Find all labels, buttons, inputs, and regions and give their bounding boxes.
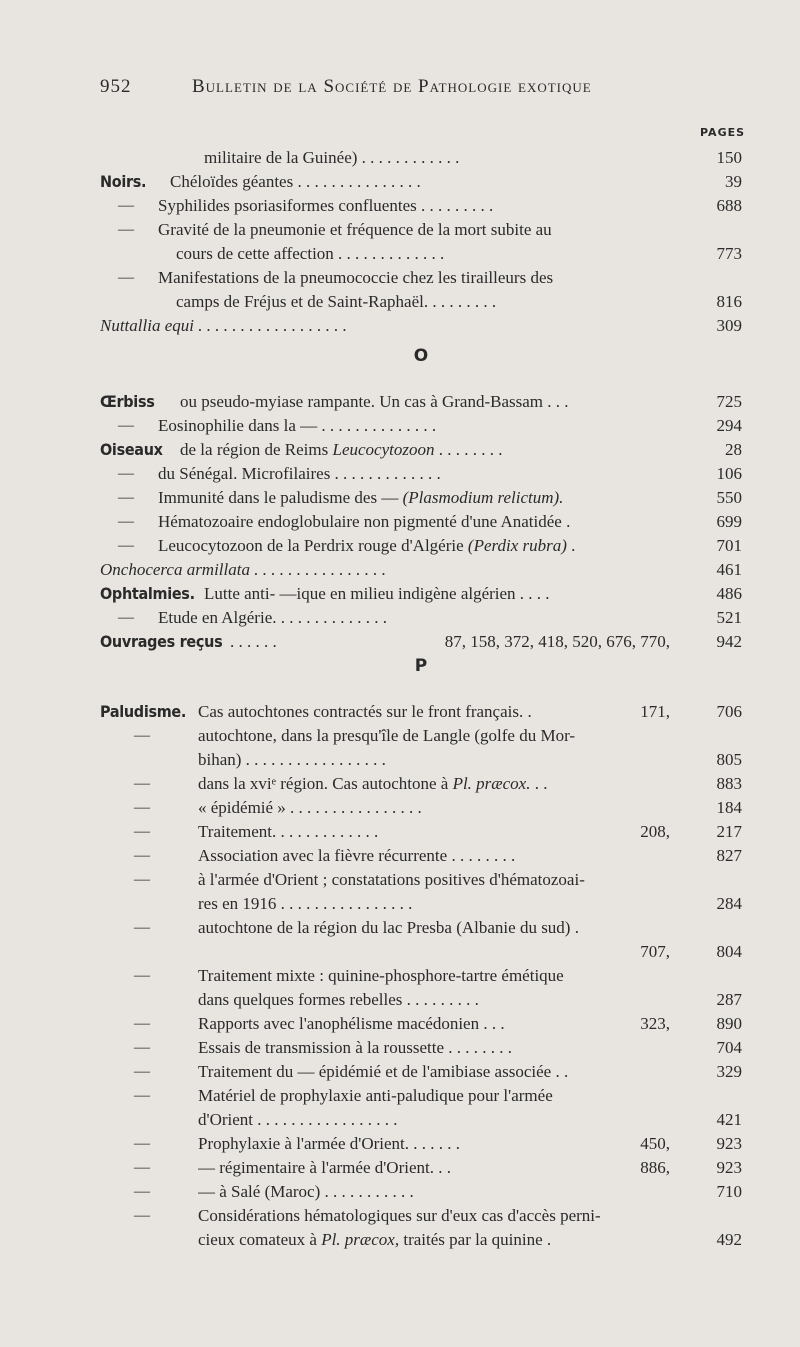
entry-text xyxy=(198,724,575,748)
index-entry xyxy=(100,218,742,242)
entry-page-number: 39 xyxy=(725,172,742,191)
section-letter-p: P xyxy=(414,656,428,676)
entry-page-number: 725 xyxy=(716,392,742,411)
entry-text xyxy=(158,414,436,438)
index-entry xyxy=(100,844,742,868)
entry-text-part: autochtone, dans la presqu'île de Langle (golfe du Mor- xyxy=(198,726,576,745)
ditto-dash: — xyxy=(134,1087,150,1104)
ditto-dash: — xyxy=(118,489,134,506)
index-entry xyxy=(100,748,742,772)
entry-text-part: Essais de transmission à la roussette . . . . . . . . xyxy=(198,1038,512,1057)
entry-text xyxy=(198,820,378,844)
index-entry xyxy=(100,1060,742,1084)
entry-page-number: 923 xyxy=(716,1158,742,1177)
entry-text xyxy=(198,964,564,988)
entry-page-number: 329 xyxy=(716,1062,742,1081)
running-title: Bulletin de la Société de Pathologie exotique xyxy=(192,76,592,97)
ditto-dash: — xyxy=(134,847,150,864)
ditto-dash: — xyxy=(118,609,134,626)
index-entry xyxy=(100,988,742,1012)
entry-page-ref: 208, xyxy=(640,822,670,841)
ditto-dash: — xyxy=(134,1039,150,1056)
entry-text xyxy=(158,462,441,486)
entry-text-part: Chéloïdes géantes . . . . . . . . . . . . . . . xyxy=(170,172,421,191)
entry-text xyxy=(180,390,569,414)
entry-text-part: res en 1916 . . . . . . . . . . . . . . . . xyxy=(198,894,413,913)
index-entry xyxy=(100,582,742,606)
entry-text xyxy=(198,772,547,796)
entry-page-number: 294 xyxy=(716,416,742,435)
entry-text-part: cours de cette affection . . . . . . . . . . . . . xyxy=(176,244,445,263)
entry-text-part: Syphilides psoriasiformes confluentes . . . . . . . . . xyxy=(158,196,494,215)
entry-text xyxy=(198,1012,505,1036)
entry-text xyxy=(198,868,585,892)
entry-text-part: Rapports avec l'anophélisme macédonien . . . xyxy=(198,1014,505,1033)
index-entry xyxy=(100,510,742,534)
entry-text-part: Traitement. . . . . . . . . . . . . xyxy=(198,822,379,841)
ditto-dash: — xyxy=(134,967,150,984)
entry-text-part: Traitement du — épidémié et de l'amibiase associée . . xyxy=(198,1062,569,1081)
entry-text-part: « épidémié » . . . . . . . . . . . . . . . . xyxy=(198,798,422,817)
entry-text-part: du Sénégal. Microfilaires . . . . . . . . . . . . . xyxy=(158,464,441,483)
entry-text-tail: . . . . . . . . xyxy=(434,440,503,459)
index-entry xyxy=(100,1180,742,1204)
entry-text xyxy=(158,510,570,534)
entry-text xyxy=(158,486,563,510)
entry-text xyxy=(198,1036,512,1060)
entry-page-number: 923 xyxy=(716,1134,742,1153)
section-letter-o: O xyxy=(413,346,429,366)
entry-text xyxy=(158,534,575,558)
entry-text-part: Cas autochtones contractés sur le front français. . xyxy=(198,702,532,721)
entry-page-number: 284 xyxy=(716,894,742,913)
index-entry xyxy=(100,146,742,170)
index-entry xyxy=(100,724,742,748)
entry-text-part: autochtone de la région du lac Presba (Albanie du sud) . xyxy=(198,918,579,937)
entry-italic-term: (Plasmodium relictum). xyxy=(402,488,564,507)
entry-text xyxy=(176,290,496,314)
index-entry xyxy=(100,700,742,724)
index-entry xyxy=(100,534,742,558)
entry-text-part: Manifestations de la pneumococcie chez les tirailleurs des xyxy=(158,268,554,287)
ditto-dash: — xyxy=(134,799,150,816)
index-entry xyxy=(100,438,742,462)
entry-text-part: cieux comateux à xyxy=(198,1230,317,1249)
entry-page-ref: 450, xyxy=(640,1134,670,1153)
ditto-dash: — xyxy=(118,197,134,214)
entry-text-part: dans la xviᵉ région. Cas autochtone à xyxy=(198,774,449,793)
entry-text xyxy=(198,796,422,820)
page-number: 952 xyxy=(100,76,132,97)
ditto-dash: — xyxy=(134,871,150,888)
entry-text xyxy=(204,146,459,170)
entry-page-number: 521 xyxy=(716,608,742,627)
index-entry xyxy=(100,558,742,582)
entry-page-number: 890 xyxy=(716,1014,742,1033)
entry-text-part: Prophylaxie à l'armée d'Orient. . . . . . . xyxy=(198,1134,460,1153)
index-entry xyxy=(100,892,742,916)
entry-text-part: Gravité de la pneumonie et fréquence de la mort subite au xyxy=(158,220,552,239)
entry-page-number: 701 xyxy=(716,536,742,555)
entry-page-ref: 323, xyxy=(640,1014,670,1033)
entry-page-number: 28 xyxy=(725,440,742,459)
entry-text xyxy=(198,1180,414,1204)
entry-text-part: à l'armée d'Orient ; constatations positives d'hématozoai- xyxy=(198,870,585,889)
entry-text xyxy=(100,314,347,338)
entry-page-number: 699 xyxy=(716,512,742,531)
entry-text xyxy=(198,988,479,1012)
entry-text-part: . . . . . . xyxy=(230,632,277,651)
index-entry xyxy=(100,940,742,964)
index-entry xyxy=(100,1132,742,1156)
entry-text-part: Considérations hématologiques sur d'eux cas d'accès perni- xyxy=(198,1206,601,1225)
entry-page-number: 217 xyxy=(716,822,742,841)
entry-text xyxy=(176,242,444,266)
entry-text-part: dans quelques formes rebelles . . . . . . . . . xyxy=(198,990,479,1009)
index-entry xyxy=(100,1156,742,1180)
entry-page-ref: 87, 158, 372, 418, 520, 676, 770, xyxy=(444,632,670,651)
index-entry xyxy=(100,266,742,290)
entry-text xyxy=(198,1204,601,1228)
index-entry xyxy=(100,1204,742,1228)
entry-text xyxy=(198,916,579,940)
entry-text-tail: traités par la quinine . xyxy=(399,1230,552,1249)
ditto-dash: — xyxy=(134,919,150,936)
entry-text xyxy=(180,438,502,462)
entry-text-part: Onchocerca armillata . . . . . . . . . . . . . . . . xyxy=(100,560,386,579)
entry-text xyxy=(198,1228,551,1252)
entry-headword: Paludisme. xyxy=(100,702,187,721)
index-entry xyxy=(100,414,742,438)
entry-page-number: 827 xyxy=(716,846,742,865)
entry-text-part: Association avec la fièvre récurrente . . . . . . . . xyxy=(198,846,516,865)
ditto-dash: — xyxy=(134,727,150,744)
entry-page-number: 486 xyxy=(716,584,742,603)
entry-page-ref: 886, xyxy=(640,1158,670,1177)
index-entry xyxy=(100,630,742,654)
entry-text xyxy=(158,218,552,242)
index-entry xyxy=(100,1012,742,1036)
entry-page-number: 421 xyxy=(716,1110,742,1129)
ditto-dash: — xyxy=(134,1135,150,1152)
entry-text xyxy=(198,1132,460,1156)
entry-text xyxy=(198,1060,568,1084)
index-entry xyxy=(100,606,742,630)
entry-page-ref: 171, xyxy=(640,702,670,721)
index-entry xyxy=(100,1084,742,1108)
index-entry xyxy=(100,820,742,844)
entry-page-number: 184 xyxy=(716,798,742,817)
ditto-dash: — xyxy=(134,1063,150,1080)
entry-page-number: 805 xyxy=(716,750,742,769)
index-entry xyxy=(100,964,742,988)
entry-headword: Ophtalmies. xyxy=(100,584,195,603)
entry-text-part: ou pseudo-myiase rampante. Un cas à Grand-Bassam . . . xyxy=(180,392,569,411)
index-entry xyxy=(100,194,742,218)
ditto-dash: — xyxy=(134,1015,150,1032)
entry-text-part: Etude en Algérie. . . . . . . . . . . . . . xyxy=(158,608,387,627)
entry-text-part: Traitement mixte : quinine-phosphore-tartre émétique xyxy=(198,966,564,985)
index-entry xyxy=(100,170,742,194)
entry-page-number: 550 xyxy=(716,488,742,507)
entry-text-part: Leucocytozoon de la Perdrix rouge d'Algérie xyxy=(158,536,464,555)
entry-page-number: 150 xyxy=(716,148,742,167)
entry-text-part: — régimentaire à l'armée d'Orient. . . xyxy=(198,1158,451,1177)
entry-page-number: 773 xyxy=(716,244,742,263)
entry-page-number: 804 xyxy=(716,942,742,961)
entry-text xyxy=(198,892,412,916)
index-entry xyxy=(100,462,742,486)
entry-text xyxy=(198,748,386,772)
entry-page-number: 710 xyxy=(716,1182,742,1201)
entry-text-part: Eosinophilie dans la — . . . . . . . . . . . . . . xyxy=(158,416,437,435)
index-entry xyxy=(100,486,742,510)
entry-text-part: bihan) . . . . . . . . . . . . . . . . . xyxy=(198,750,386,769)
entry-page-ref: 707, xyxy=(640,942,670,961)
entry-page-number: 942 xyxy=(716,632,742,651)
entry-text xyxy=(230,630,277,654)
index-entry xyxy=(100,1228,742,1252)
index-entry xyxy=(100,390,742,414)
entry-text-part: de la région de Reims xyxy=(180,440,329,459)
entry-text-part: Matériel de prophylaxie anti-paludique pour l'armée xyxy=(198,1086,553,1105)
entry-page-number: 309 xyxy=(716,316,742,335)
entry-page-number: 492 xyxy=(716,1230,742,1249)
index-entry xyxy=(100,242,742,266)
entry-text-tail: . . xyxy=(530,774,548,793)
index-entry xyxy=(100,916,742,940)
entry-text-part: camps de Fréjus et de Saint-Raphaël. . . . . . . . . xyxy=(176,292,497,311)
entry-text-part: Nuttallia equi . . . . . . . . . . . . . . . . . . xyxy=(100,316,347,335)
entry-page-number: 883 xyxy=(716,774,742,793)
ditto-dash: — xyxy=(118,513,134,530)
entry-text-part: Immunité dans le paludisme des — xyxy=(158,488,399,507)
ditto-dash: — xyxy=(118,221,134,238)
entry-text-part: — à Salé (Maroc) . . . . . . . . . . . xyxy=(198,1182,414,1201)
entry-page-number: 287 xyxy=(716,990,742,1009)
index-entry xyxy=(100,1036,742,1060)
entry-italic-term: Pl. præcox, xyxy=(321,1230,400,1249)
ditto-dash: — xyxy=(134,775,150,792)
index-entry xyxy=(100,1108,742,1132)
entry-text xyxy=(198,1108,398,1132)
entry-text xyxy=(100,558,386,582)
entry-italic-term: Leucocytozoon xyxy=(332,440,435,459)
entry-text xyxy=(204,582,550,606)
entry-headword: Oiseaux xyxy=(100,440,163,459)
index-entry xyxy=(100,796,742,820)
entry-headword: Noirs. xyxy=(100,172,147,191)
entry-page-number: 106 xyxy=(716,464,742,483)
index-entry xyxy=(100,868,742,892)
entry-text xyxy=(198,844,515,868)
entry-page-number: 461 xyxy=(716,560,742,579)
entry-italic-term: Pl. præcox. xyxy=(452,774,531,793)
ditto-dash: — xyxy=(134,1183,150,1200)
entry-text-part: Lutte anti- —ique en milieu indigène algérien . . . . xyxy=(204,584,550,603)
ditto-dash: — xyxy=(134,1207,150,1224)
entry-page-number: 816 xyxy=(716,292,742,311)
ditto-dash: — xyxy=(118,537,134,554)
entry-text xyxy=(198,1084,553,1108)
ditto-dash: — xyxy=(134,823,150,840)
entry-text-part: militaire de la Guinée) . . . . . . . . . . . . xyxy=(204,148,460,167)
entry-text-tail: . xyxy=(566,536,576,555)
ditto-dash: — xyxy=(134,1159,150,1176)
entry-text xyxy=(198,1156,451,1180)
pages-column-label: PAGES xyxy=(700,126,746,139)
entry-headword: Œrbiss xyxy=(100,392,155,411)
entry-page-number: 688 xyxy=(716,196,742,215)
entry-text xyxy=(170,170,421,194)
entry-text xyxy=(198,700,532,724)
entry-page-number: 706 xyxy=(716,702,742,721)
ditto-dash: — xyxy=(118,465,134,482)
ditto-dash: — xyxy=(118,417,134,434)
entry-text xyxy=(158,266,553,290)
entry-page-number: 704 xyxy=(716,1038,742,1057)
entry-headword: Ouvrages reçus xyxy=(100,632,223,651)
entry-text-part: Hématozoaire endoglobulaire non pigmenté d'une Anatidée . xyxy=(158,512,571,531)
index-entry xyxy=(100,772,742,796)
entry-text xyxy=(158,194,493,218)
entry-italic-term: (Perdix rubra) xyxy=(467,536,567,555)
ditto-dash: — xyxy=(118,269,134,286)
entry-text-part: d'Orient . . . . . . . . . . . . . . . . . xyxy=(198,1110,398,1129)
index-entry xyxy=(100,314,742,338)
entry-text xyxy=(158,606,387,630)
index-entry xyxy=(100,290,742,314)
